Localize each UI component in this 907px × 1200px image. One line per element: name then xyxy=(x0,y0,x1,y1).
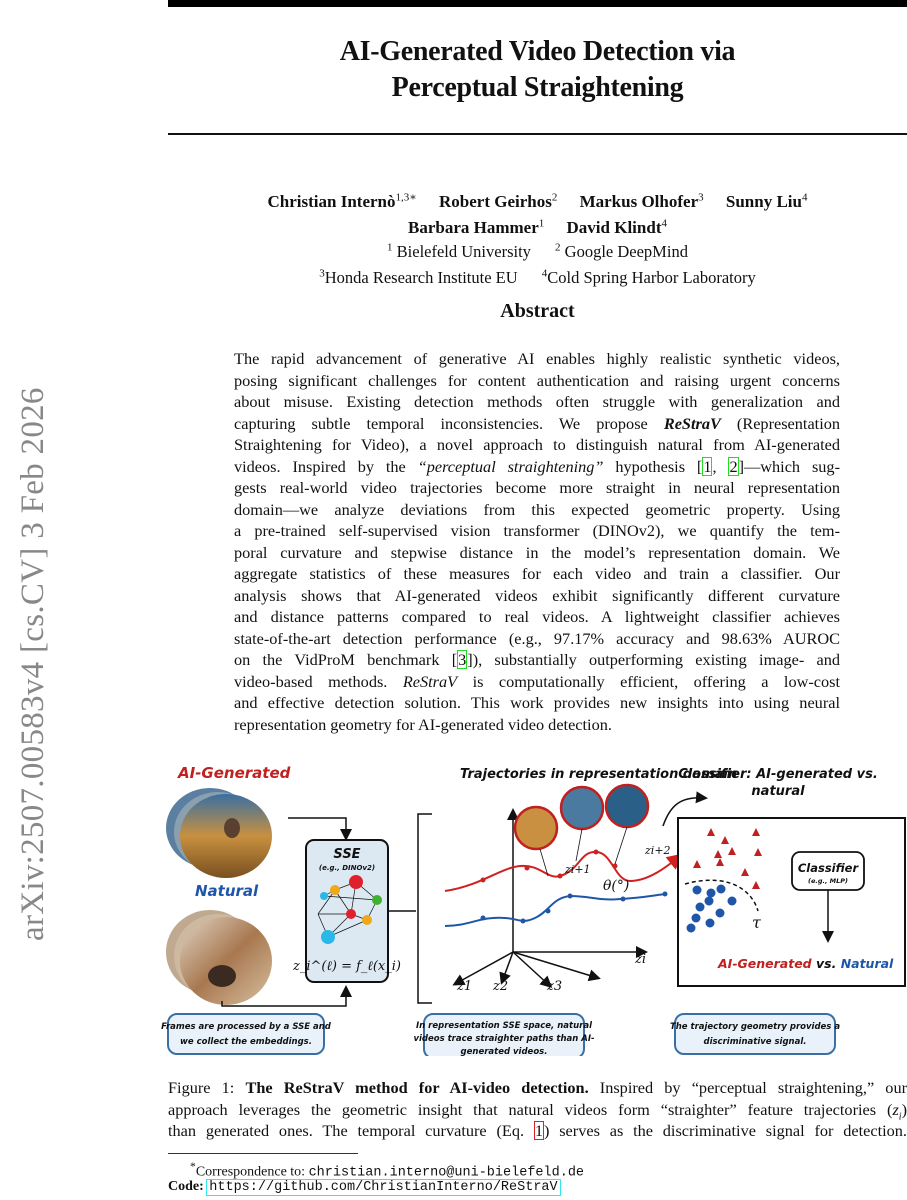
svg-text:τ: τ xyxy=(752,913,761,932)
citation-link[interactable]: 3 xyxy=(458,650,467,669)
abstract-line: a pre-trained self-supervised vision transformer (DINOv2), we quantify the tem- xyxy=(234,521,840,540)
svg-text:natural: natural xyxy=(751,784,805,799)
code-url-link[interactable]: https://github.com/ChristianInterno/ReStraV xyxy=(209,1180,558,1195)
abstract-line: and effective detection solution. This work provides new insights into using neural xyxy=(234,693,840,712)
figure-1 xyxy=(160,756,907,1056)
svg-text:zi+1: zi+1 xyxy=(565,863,591,876)
abstract-body xyxy=(234,348,840,735)
trajectory-plot xyxy=(445,785,705,994)
note-2 xyxy=(413,1014,595,1056)
trajectories-title: Trajectories in representation domain xyxy=(460,767,738,782)
svg-text:z3: z3 xyxy=(547,979,563,994)
author: Barbara Hammer$^1$ xyxy=(408,217,545,238)
abstract-line: representation geometry for AI-generated video detection. xyxy=(234,714,612,734)
abstract-heading: Abstract xyxy=(500,300,575,322)
svg-text:Frames are processed by a SSE: Frames are processed by a SSE and xyxy=(161,1022,331,1032)
title-line-1: AI-Generated Video Detection via xyxy=(339,36,736,67)
note-1 xyxy=(161,1014,332,1054)
author: Robert Geirhos$^2$ xyxy=(439,191,558,211)
top-rule xyxy=(168,0,907,7)
paper-title xyxy=(168,34,907,106)
code-line: Code: https://github.com/ChristianInterno/ReStraV xyxy=(168,1179,558,1195)
footnote: *Correspondence to: christian.interno@uni-bielefeld.de xyxy=(190,1160,585,1181)
abstract-line: posing significant challenges for content authentication and raising urgent concerns xyxy=(234,370,840,390)
label-ai-generated: AI-Generated xyxy=(178,764,291,782)
affiliations xyxy=(168,236,907,289)
email-link[interactable]: christian.interno@uni-bielefeld.de xyxy=(308,1165,585,1181)
author: Markus Olhofer$^3$ xyxy=(579,191,704,211)
caption-line: approach leverages the geometric insight that natural videos form “straighter” feature trajectories $(z_i)$ xyxy=(168,1099,907,1122)
abstract-line: gests real-world video trajectories become more straight in neural representation xyxy=(234,478,840,497)
abstract-line: domain—we analyze deviations from this expected geometric property. Using xyxy=(234,499,840,519)
author: David Klindt$^4$ xyxy=(566,217,667,238)
abstract-line: poral curvature and stepwise distance in the model’s representation domain. We xyxy=(234,542,840,562)
title-line-2: Perceptual Straightening xyxy=(391,72,684,103)
footnote-rule xyxy=(168,1153,358,1154)
svg-text:(e.g., MLP): (e.g., MLP) xyxy=(807,877,849,885)
arxiv-stamp: arXiv:2507.00583v4 [cs.CV] 3 Feb 2026 xyxy=(15,387,51,941)
svg-text:z2: z2 xyxy=(493,979,509,994)
abstract-line: analysis shows that AI-generated videos exhibit significantly different curvature xyxy=(234,585,840,605)
sse-box xyxy=(292,840,401,982)
svg-text:θ(°): θ(°) xyxy=(603,878,630,894)
abstract-line: aggregate statistics of these measures for each video and train a classifier. Our xyxy=(234,564,840,583)
affiliation: $^2$ Google DeepMind xyxy=(555,241,688,261)
result-label: AI-Generated vs. Natural xyxy=(718,956,894,971)
author: Christian Internò$^{1,3∗}$ xyxy=(267,191,417,211)
method-name: ReStraV xyxy=(663,413,721,433)
author-list xyxy=(168,186,907,239)
svg-text:Classifier: Classifier xyxy=(797,861,859,875)
abstract-line: videos. Inspired by the “perceptual straightening” hypothesis [1, 2]—which sug- xyxy=(234,456,840,476)
svg-text:discriminative signal.: discriminative signal. xyxy=(703,1037,807,1047)
affiliation: $^4$Cold Spring Harbor Laboratory xyxy=(541,267,756,287)
citation-link[interactable]: 1 xyxy=(703,456,712,476)
svg-text:The trajectory geometry provid: The trajectory geometry provides a xyxy=(669,1022,841,1032)
equation-link[interactable]: 1 xyxy=(534,1121,543,1140)
affiliation: $^3$Honda Research Institute EU xyxy=(319,267,518,287)
ai-generated-frames xyxy=(166,788,272,878)
svg-text:SSE: SSE xyxy=(333,847,361,862)
author: Sunny Liu$^4$ xyxy=(725,191,808,211)
abstract-line: about misuse. Existing detection methods often struggle with generalization and xyxy=(234,392,840,411)
natural-frames xyxy=(166,910,272,1005)
abstract-line: The rapid advancement of generative AI enables highly realistic synthetic videos, xyxy=(234,349,840,368)
note-3 xyxy=(670,1014,840,1054)
affiliation: $^1$ Bielefeld University xyxy=(387,241,531,261)
svg-text:(e.g., DINOv2): (e.g., DINOv2) xyxy=(318,864,376,872)
abstract-line: and distance patterns compared to real videos. A lightweight classifier achieves xyxy=(234,607,840,626)
title-rule xyxy=(168,133,907,135)
figure-caption xyxy=(168,1077,907,1142)
svg-text:Classifier: AI-generated vs.: Classifier: AI-generated vs. xyxy=(678,767,878,782)
abstract-line: state-of-the-art detection performance (e.g., 97.17% accuracy and 98.63% AUROC xyxy=(234,628,840,648)
svg-text:zi: zi xyxy=(635,952,647,967)
abstract-line: Straightening for Video), a novel approach to distinguish natural from AI-generated xyxy=(234,435,840,454)
svg-text:z1: z1 xyxy=(457,979,473,994)
citation-link[interactable]: 2 xyxy=(729,456,738,476)
abstract-line: capturing subtle temporal inconsistencies. We propose ReStraV (Representation xyxy=(234,413,841,433)
classifier-panel xyxy=(678,818,905,986)
abstract-line: video-based methods. ReStraV is computationally efficient, offering a low-cost xyxy=(234,671,840,691)
svg-text:generated videos.: generated videos. xyxy=(460,1047,548,1056)
caption-line: Figure 1: The ReStraV method for AI-video detection. Inspired by “perceptual straightening,” our xyxy=(168,1078,907,1097)
svg-text:zi+2: zi+2 xyxy=(645,844,671,857)
caption-line: than generated ones. The temporal curvature (Eq. 1) serves as the discriminative signal for detection. xyxy=(168,1121,907,1140)
abstract-line: on the VidProM benchmark [3]), substantially outperforming existing image- and xyxy=(234,650,840,669)
svg-text:videos trace straighter paths: videos trace straighter paths than AI- xyxy=(413,1034,595,1044)
label-natural: Natural xyxy=(195,882,259,900)
svg-text:In representation SSE space, n: In representation SSE space, natural xyxy=(416,1021,592,1031)
sse-formula: z_i^(ℓ) = f_ℓ(x_i) xyxy=(293,959,401,974)
svg-text:we collect the embeddings.: we collect the embeddings. xyxy=(180,1037,312,1047)
